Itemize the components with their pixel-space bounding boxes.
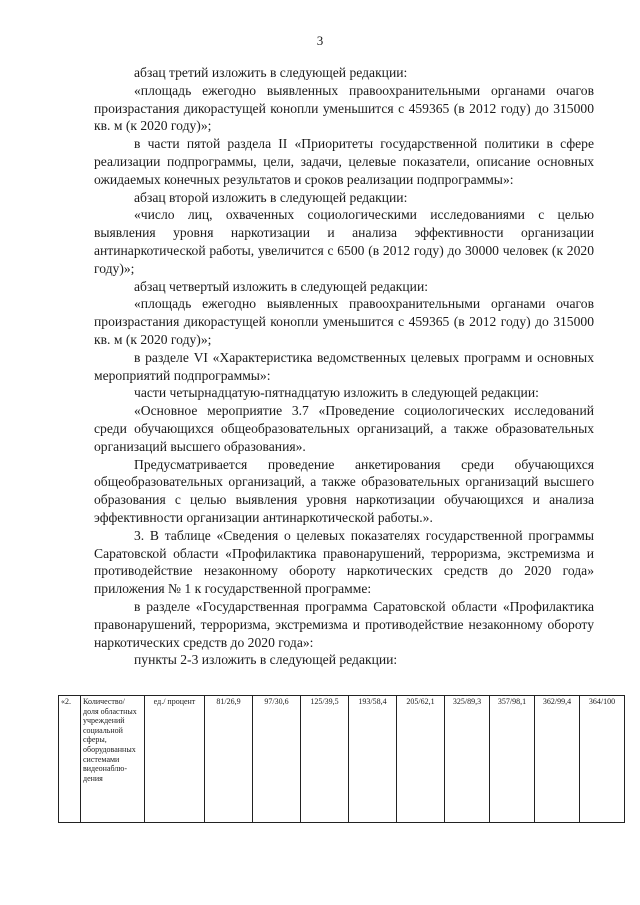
value-cell: 81/26,9 <box>205 696 253 823</box>
paragraph: пункты 2-3 изложить в следующей редакции: <box>134 652 398 668</box>
row-number: «2. <box>59 696 81 823</box>
value-cell: 364/100 <box>580 696 625 823</box>
paragraph: абзац третий изложить в следующей редакции: <box>134 65 408 80</box>
paragraph: «число лиц, охваченных социологическими исследованиями с целью выявления уровня наркотизации и анализа эффективности организации антинаркотической работы, увеличится с 6500 (в 2012 году) до 30000 человек (к 2020 году)»; <box>94 207 594 276</box>
document-body <box>94 64 594 669</box>
table-row <box>59 696 625 823</box>
paragraph: «площадь ежегодно выявленных правоохранительными органами очагов произрастания дикорастущей конопли уменьшится с 459365 (в 2012 году) до 315000 кв. м (к 2020 году)»; <box>94 296 594 347</box>
paragraph: части четырнадцатую-пятнадцатую изложить в следующей редакции: <box>134 385 539 401</box>
value-cell: 357/98,1 <box>490 696 535 823</box>
paragraph: в части пятой раздела II «Приоритеты государственной политики в сфере реализации подпрограммы, цели, задачи, целевые показатели, описание основных ожидаемых конечных результатов и сроков реализации подпрограммы»: <box>94 136 594 187</box>
value-cell: 362/99,4 <box>535 696 580 823</box>
value-cell: 205/62,1 <box>397 696 445 823</box>
indicator-name: Количество/ доля областных учреждений социальной сферы, оборудованных системами видеонаблю- дения <box>81 696 145 823</box>
paragraph: «Основное мероприятие 3.7 «Проведение социологических исследований среди обучающихся общеобразовательных организаций, а также образовательных организаций высшего образования». <box>94 403 594 454</box>
value-cell: 125/39,5 <box>301 696 349 823</box>
value-cell: 97/30,6 <box>253 696 301 823</box>
paragraph: «площадь ежегодно выявленных правоохранительными органами очагов произрастания дикорастущей конопли уменьшится с 459365 (в 2012 году) до 315000 кв. м (к 2020 году)»; <box>94 82 594 134</box>
unit-cell: ед./ процент <box>145 696 205 823</box>
paragraph: абзац четвертый изложить в следующей редакции: <box>134 278 429 294</box>
paragraph: абзац второй изложить в следующей редакции: <box>134 189 408 205</box>
page-number: 3 <box>316 33 324 48</box>
paragraph: в разделе «Государственная программа Саратовской области «Профилактика правонарушений, терроризма, экстремизма и противодействие незаконному обороту наркотических средств до 2020 года»: <box>94 598 594 650</box>
paragraph: 3. В таблице «Сведения о целевых показателях государственной программы Саратовской области «Профилактика правонарушений, терроризма, экстремизма и противодействие незаконному обороту наркотических средств до 2020 года» приложения № 1 к государственной программе: <box>94 527 594 597</box>
value-cell: 193/58,4 <box>349 696 397 823</box>
paragraph: Предусматривается проведение анкетирования среди обучающихся общеобразовательных организаций, а также образовательных организаций высшего образования с целью выявления уровня наркотизации обучающихся и анализа эффективности организации антинаркотической работы.». <box>94 456 594 525</box>
value-cell: 325/89,3 <box>445 696 490 823</box>
indicators-table <box>58 695 625 823</box>
paragraph: в разделе VI «Характеристика ведомственных целевых программ и основных мероприятий подпрограммы»: <box>94 349 594 383</box>
